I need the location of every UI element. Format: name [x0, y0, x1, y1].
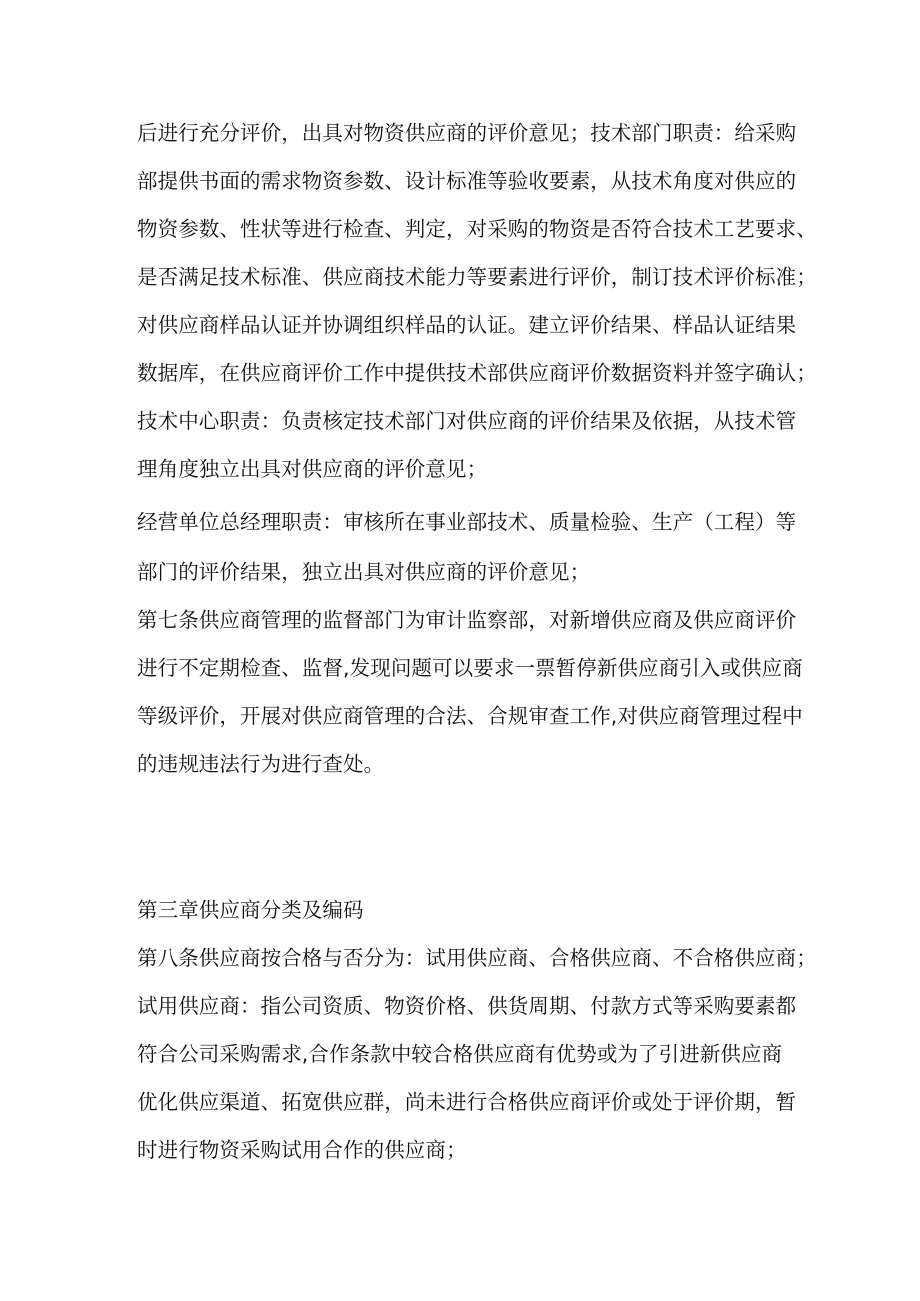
- text-line: 时进行物资采购试用合作的供应商；: [137, 1138, 467, 1162]
- text-line: 进行不定期检查、监督,发现问题可以要求一票暂停新供应商引入或供应商: [137, 656, 803, 680]
- text-line: 部门的评价结果，独立出具对供应商的评价意见；: [137, 560, 591, 584]
- text-line: 对供应商样品认证并协调组织样品的认证。建立评价结果、样品认证结果: [137, 313, 797, 337]
- text-line: 第七条供应商管理的监督部门为审计监察部，对新增供应商及供应商评价: [137, 608, 797, 632]
- text-line: 后进行充分评价，出具对物资供应商的评价意见；技术部门职责：给采购: [137, 121, 797, 145]
- text-line: 理角度独立出具对供应商的评价意见；: [137, 457, 488, 481]
- text-line: 试用供应商：指公司资质、物资价格、供货周期、付款方式等采购要素都: [137, 994, 797, 1018]
- text-line: 物资参数、性状等进行检查、判定，对采购的物资是否符合技术工艺要求、: [137, 217, 817, 241]
- text-line: 技术中心职责：负责核定技术部门对供应商的评价结果及依据，从技术管: [137, 409, 797, 433]
- text-line: 部提供书面的需求物资参数、设计标准等验收要素，从技术角度对供应的: [137, 169, 797, 193]
- chapter-heading: 第三章供应商分类及编码: [137, 898, 364, 922]
- text-line: 是否满足技术标准、供应商技术能力等要素进行评价，制订技术评价标准；: [137, 265, 817, 289]
- text-line: 优化供应渠道、拓宽供应群，尚未进行合格供应商评价或处于评价期，暂: [137, 1090, 797, 1114]
- text-line: 第八条供应商按合格与否分为：试用供应商、合格供应商、不合格供应商；: [137, 946, 817, 970]
- text-line: 等级评价，开展对供应商管理的合法、合规审查工作,对供应商管理过程中: [137, 704, 803, 728]
- text-line: 符合公司采购需求,合作条款中较合格供应商有优势或为了引进新供应商: [137, 1042, 783, 1066]
- text-line: 经营单位总经理职责：审核所在事业部技术、质量检验、生产（工程）等: [137, 510, 797, 534]
- text-line: 的违规违法行为进行查处。: [137, 752, 385, 776]
- text-line: 数据库，在供应商评价工作中提供技术部供应商评价数据资料并签字确认；: [137, 361, 817, 385]
